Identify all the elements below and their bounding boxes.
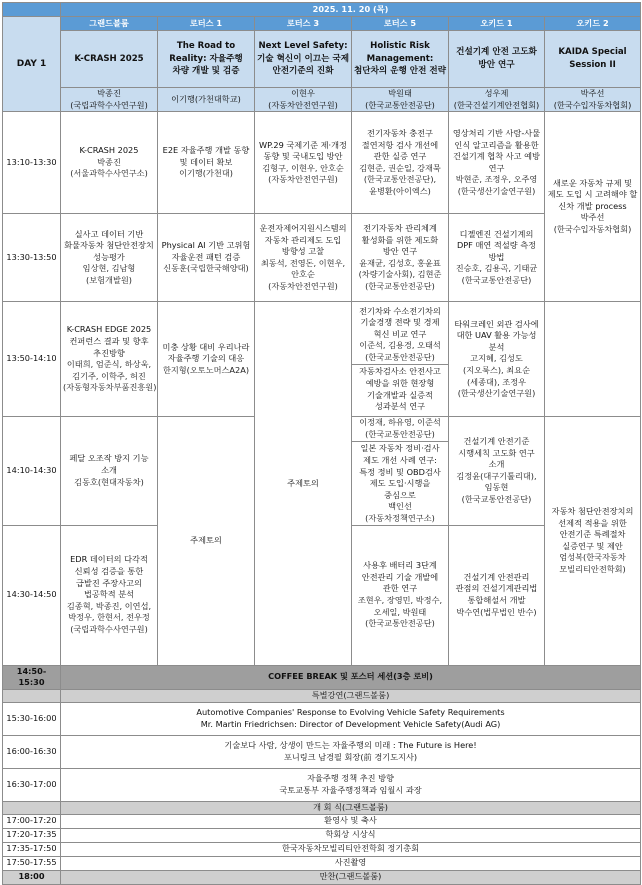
- room-name: 로터스 3: [255, 17, 352, 31]
- talk-cell: 미충 상황 대비 우리나라 자율주행 기술의 대응 한지형(오토노머스A2A): [158, 302, 255, 417]
- time-cell: 17:35-17:50: [3, 842, 61, 856]
- opening-item: 학회상 시상식: [61, 828, 641, 842]
- room-name: 로터스 5: [352, 17, 449, 31]
- talk-cell: 자동차 첨단안전장치의 선제적 적용을 위한 안전기준 특례절차 실증연구 및 제안 엄성복(한국자동차 모빌리티안전학회): [545, 417, 641, 665]
- time-cell: 16:00-16:30: [3, 735, 61, 768]
- day-label: DAY 1: [3, 17, 61, 112]
- talk-cell: EDR 데이터의 다각적 신뢰성 검증을 통한 급발진 주장사고의 법공학적 분석 김종혁, 박종진, 이연섭, 박정우, 한현서, 전우정 (국립과학수사연구원): [61, 525, 158, 665]
- talk-cell: 전기자동차 충전구 절연저항 검사 개선에 관한 실증 연구 김현준, 권순일, 강재묵 (한국교통안전공단), 윤병환(아이엑스): [352, 112, 449, 214]
- session-chair: 박원태(한국교통안전공단): [352, 88, 449, 112]
- coffee-break: COFFEE BREAK 및 포스터 세션(3층 로비): [61, 665, 641, 689]
- time-cell: 14:10-14:30: [3, 417, 61, 525]
- time-cell: 13:50-14:10: [3, 302, 61, 417]
- discussion-cell: 주제토의: [255, 302, 352, 665]
- talk-cell: 새로운 자동차 규제 및 제도 도입 시 고려해야 할 신차 개발 process 박주선 (한국수입자동차협회): [545, 112, 641, 302]
- opening-item: 한국자동차모빌리티안전학회 정기총회: [61, 842, 641, 856]
- time-cell: 17:20-17:35: [3, 828, 61, 842]
- talk-cell: 실사고 데이터 기반 화물자동차 첨단안전장치 성능평가 임상현, 김남형 (보험개발원): [61, 214, 158, 302]
- room-name: 오키드 2: [545, 17, 641, 31]
- talk-cell: 건설기계 안전관리 관점의 건설기계관리법 통합해설서 개발 박수연(법무법인 반수): [449, 525, 545, 665]
- talk-cell: E2E 자율주행 개발 동향 및 데이터 확보 이기행(가천대): [158, 112, 255, 214]
- talk-cell: 전기자동차 관리체계 활성화를 위한 제도화 방안 연구 윤재균, 김성호, 홍윤표 (차량기술사회), 김현준(한국교통안전공단): [352, 214, 449, 302]
- blank-cell: [3, 801, 61, 814]
- time-cell: 16:30-17:00: [3, 768, 61, 801]
- session-title: The Road to Reality: 자율주행 차량 개발 및 검증: [158, 31, 255, 88]
- time-cell: 18:00: [3, 870, 61, 884]
- time-cell: 14:50-15:30: [3, 665, 61, 689]
- blank-cell: [3, 689, 61, 702]
- opening-item: 사진촬영: [61, 856, 641, 870]
- time-cell: 13:30-13:50: [3, 214, 61, 302]
- date-header: 2025. 11. 20 (목): [61, 3, 641, 17]
- talk-cell: K-CRASH 2025 박종진 (서울과학수사연구소): [61, 112, 158, 214]
- session-chair: 이현우(자동차안전연구원): [255, 88, 352, 112]
- talk-cell: K-CRASH EDGE 2025 컨퍼런스 결과 및 향후 추진방향 이태희, 엄준식, 하상욱, 김기주, 이학주, 허진 (자동형자동차부품진흥원): [61, 302, 158, 417]
- time-cell: 13:10-13:30: [3, 112, 61, 214]
- session-chair: 박주선(한국수입자동차협회): [545, 88, 641, 112]
- special-talk: Automotive Companies' Response to Evolving Vehicle Safety Requirements Mr. Martin Friedrichsen: Director of Development Vehicle Safety(Audi AG): [61, 702, 641, 735]
- talk-cell: 디젤엔진 건설기계의 DPF 매연 적설량 측정 방법 진승호, 김용곡, 기태균 (한국교통안전공단): [449, 214, 545, 302]
- talk-cell: WP.29 국제기준 제·개정 동향 및 국내도입 방안 김형구, 이현우, 안호순 (자동차안전연구원): [255, 112, 352, 214]
- talk-cell: 운전자제어지원시스템의 자동차 관리제도 도입 방향성 고찰 최동석, 전영돈, 이현우, 안호순 (자동차안전연구원): [255, 214, 352, 302]
- talk-cell: 이정재, 하유영, 이준석 (한국교통안전공단) 일본 자동차 정비·검사 제도 개선 사례 연구: 특정 정비 및 OBD검사 제도 도입·시행을 중심으로 백인선(자동차정책연구소): [352, 417, 449, 525]
- dinner: 만찬(그랜드볼룸): [61, 870, 641, 884]
- time-cell: 15:30-16:00: [3, 702, 61, 735]
- talk-cell: 건설기계 안전기준 시행세칙 고도화 연구 소개 김정윤(대구기툴리대), 임동현(한국교통안전공단): [449, 417, 545, 525]
- room-name: 로터스 1: [158, 17, 255, 31]
- session-title: Holistic Risk Management: 첨단차의 운행 안전 전략: [352, 31, 449, 88]
- session-title: 건설기계 안전 고도화 방안 연구: [449, 31, 545, 88]
- time-cell: 14:30-14:50: [3, 525, 61, 665]
- special-talk: 자율주행 정책 추진 방향 국토교통부 자율주행정책과 임월시 과장: [61, 768, 641, 801]
- room-name: 오키드 1: [449, 17, 545, 31]
- empty-cell: [545, 302, 641, 417]
- time-cell: 17:50-17:55: [3, 856, 61, 870]
- talk-cell: 페달 오조작 방지 기능 소개 김동호(현대자동차): [61, 417, 158, 525]
- opening-header: 개 회 식(그랜드볼룸): [61, 801, 641, 814]
- talk-cell: 사용후 배터리 3단계 안전관리 기술 개발에 관한 연구 조현우, 장영민, 박정수, 오세일, 박원태 (한국교통안전공단): [352, 525, 449, 665]
- special-talk: 기술보다 사람, 상생이 만드는 자율주행의 미래 : The Future is Here! 포니링크 남경필 회장(前 경기도지사): [61, 735, 641, 768]
- schedule-table: [2, 2, 641, 885]
- corner-cell: [3, 3, 61, 17]
- talk-cell: 타워크레인 외관 검사에 대한 UAV 활용 가능성 분석 고지혜, 김성도 (지오룩스), 최요순(세종대), 조정우 (한국생산기술연구원): [449, 302, 545, 417]
- room-name: 그랜드볼룸: [61, 17, 158, 31]
- session-chair: 성우제(한국건설기계안전협회): [449, 88, 545, 112]
- session-chair: 박종진(국립과학수사연구원): [61, 88, 158, 112]
- opening-item: 환영사 및 축사: [61, 814, 641, 828]
- session-chair: 이기행(가천대학교): [158, 88, 255, 112]
- talk-cell: 전기차와 수소전기차의 기술경쟁 전략 및 경제 혁신 비교 연구 이준석, 김용경, 오태석 (한국교통안전공단) 자동차검사소 안전사고 예방을 위한 현장형 기술개발과 실증적 성과분석 연구: [352, 302, 449, 417]
- talk-cell: 영상처리 기반 사람-사물 인식 알고리즘을 활용한 건설기계 협착 사고 예방 연구 박현준, 조정우, 오주영 (한국생산기술연구원): [449, 112, 545, 214]
- discussion-cell: 주제토의: [158, 417, 255, 665]
- special-header: 특별강연(그랜드볼룸): [61, 689, 641, 702]
- time-cell: 17:00-17:20: [3, 814, 61, 828]
- session-title: Next Level Safety: 기술 혁신이 이끄는 국제 안전기준의 진화: [255, 31, 352, 88]
- talk-cell: Physical AI 기반 고위험 자율운전 패턴 검증 신동훈(국립한국해양대): [158, 214, 255, 302]
- session-title: K-CRASH 2025: [61, 31, 158, 88]
- session-title: KAIDA Special Session II: [545, 31, 641, 88]
